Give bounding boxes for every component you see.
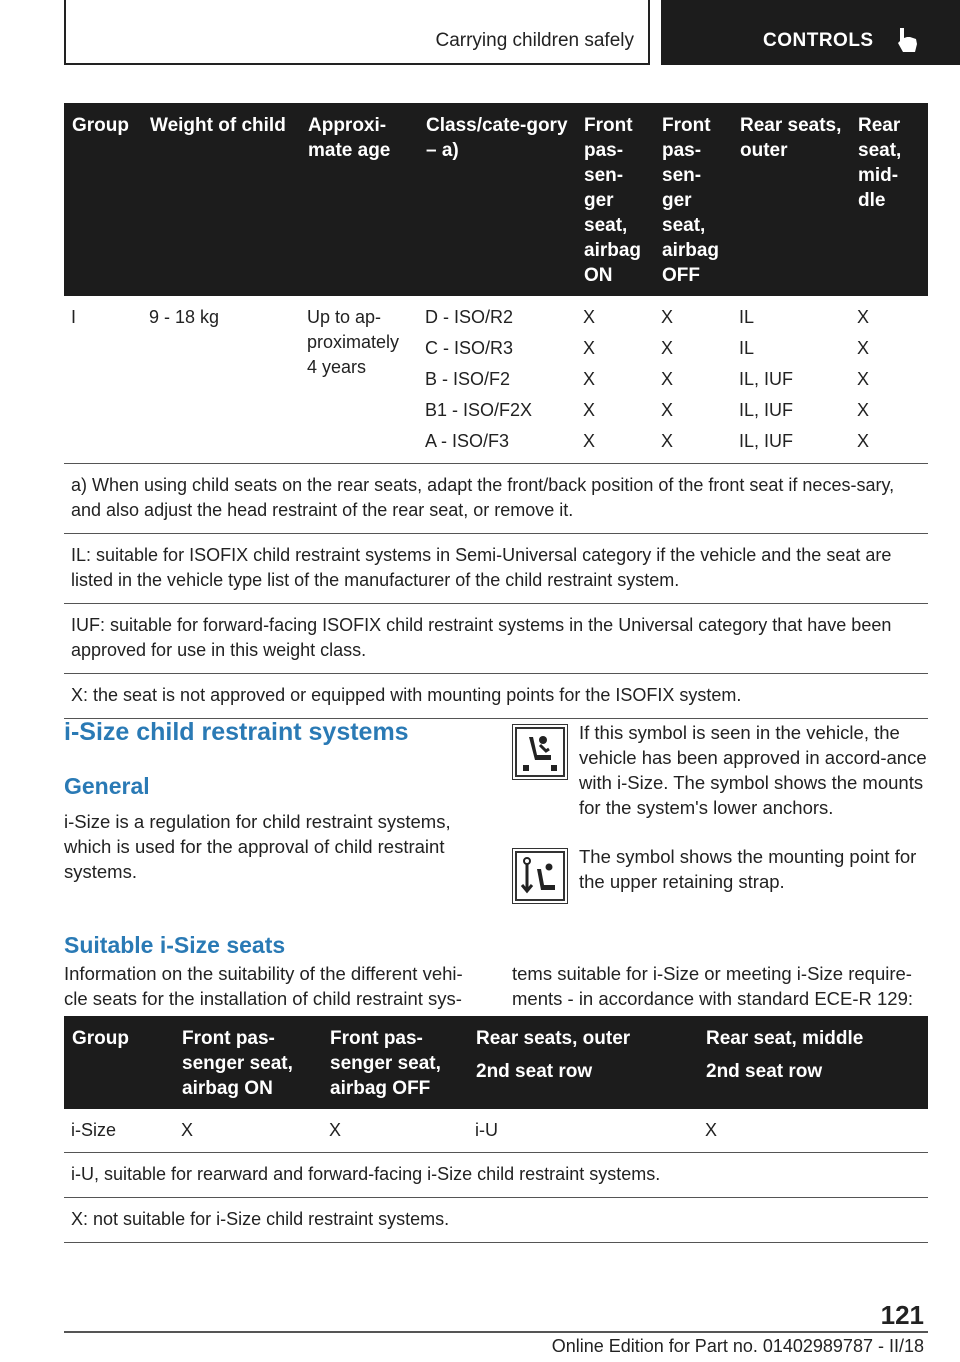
edition-text: Online Edition for Part no. 01402989787 - II/18: [551, 1336, 924, 1356]
page-number: 121: [880, 1300, 924, 1330]
table-header-row: [64, 1016, 928, 1109]
cell-classes: [418, 296, 576, 464]
col-header: Class/cate-gory – a): [418, 103, 576, 296]
value-item: X: [583, 431, 596, 451]
value-item: X: [583, 400, 596, 420]
class-item: D - ISO/R2: [425, 307, 514, 327]
col-header: Weight of child: [142, 103, 300, 296]
table-note: i-U, suitable for rearward and forward-facing i-Size child restraint systems.: [64, 1153, 928, 1198]
subsection-heading: General: [64, 773, 150, 799]
isofix-table: [64, 103, 928, 719]
col-header: Front pas-senger seat, airbag ON: [174, 1016, 322, 1109]
cell-weight: 9 - 18 kg: [149, 307, 220, 327]
general-text: i-Size is a regulation for child restraint systems, which is used for the approval of child restraint systems.: [64, 811, 451, 882]
table-note-row: [64, 1198, 928, 1243]
table-note: X: the seat is not approved or equipped with mounting points for the ISOFIX system.: [64, 674, 928, 719]
col-header: Group: [64, 103, 142, 296]
cell-front-off: [654, 296, 732, 464]
col-header: Group: [64, 1016, 174, 1109]
footer-rule: [64, 1331, 928, 1333]
table-note-row: [64, 534, 928, 604]
value-item: X: [583, 338, 596, 358]
class-item: B1 - ISO/F2X: [425, 400, 533, 420]
col-header: [698, 1016, 928, 1109]
table-note: X: not suitable for i-Size child restraint systems.: [64, 1198, 928, 1243]
cell-front-off: X: [329, 1120, 342, 1140]
section-heading: i-Size child restraint systems: [64, 718, 409, 746]
cell-age: Up to ap-proximately 4 years: [307, 307, 400, 377]
col-header: Front pas-senger seat, airbag OFF: [322, 1016, 468, 1109]
chapter-tab-label: CONTROLS: [763, 30, 874, 51]
col-header: Rear seat, mid-dle: [850, 103, 928, 296]
cell-rear-middle: [850, 296, 928, 464]
class-item: C - ISO/R3: [425, 338, 514, 358]
value-item: X: [857, 307, 870, 327]
header-divider: [648, 0, 650, 65]
suitable-text-left: Information on the suitability of the different vehi-cle seats for the installation of child restraint sys-: [64, 963, 463, 1009]
isize-seat-icon: [512, 724, 568, 780]
class-item: A - ISO/F3: [425, 431, 510, 451]
isize-table: [64, 1016, 928, 1243]
chapter-tab[interactable]: [661, 0, 960, 65]
table-row: [64, 1109, 928, 1153]
col-header-title: Rear seat, middle: [706, 1028, 864, 1049]
value-item: X: [583, 307, 596, 327]
cell-group: i-Size: [71, 1120, 117, 1140]
cell-rear-outer: i-U: [475, 1120, 498, 1140]
col-header: Rear seats, outer: [732, 103, 850, 296]
symbol2-text: The symbol shows the mounting point for the upper retaining strap.: [579, 846, 917, 892]
col-header-title: Rear seats, outer: [476, 1028, 631, 1049]
value-item: IL: [739, 307, 755, 327]
value-item: IL, IUF: [739, 431, 794, 451]
cell-front-on: X: [181, 1120, 194, 1140]
subsection-heading: Suitable i-Size seats: [64, 932, 286, 958]
value-item: X: [661, 338, 674, 358]
value-item: X: [661, 400, 674, 420]
table-note: a) When using child seats on the rear seats, adapt the front/back position of the front seat if neces-sary, and also adjust the head restraint of the rear seat, or remove it.: [64, 464, 928, 534]
value-item: X: [857, 400, 870, 420]
value-item: X: [661, 307, 674, 327]
value-item: X: [583, 369, 596, 389]
cell-front-on: [576, 296, 654, 464]
header-bottom-rule: [64, 63, 650, 65]
value-item: X: [857, 338, 870, 358]
col-header: Approxi-mate age: [300, 103, 418, 296]
table-note: IL: suitable for ISOFIX child restraint systems in Semi-Universal category if the vehicle and the seat are listed in the vehicle type list of the manufacturer of the child restraint system.: [64, 534, 928, 604]
table-note-row: [64, 464, 928, 534]
table-note-row: [64, 604, 928, 674]
pointing-hand-icon: [895, 26, 921, 54]
value-item: X: [857, 369, 870, 389]
value-item: X: [661, 369, 674, 389]
value-item: IL: [739, 338, 755, 358]
col-header: [468, 1016, 698, 1109]
col-header-sub: 2nd seat row: [476, 1061, 593, 1082]
table-header-row: [64, 103, 928, 296]
table-row: [64, 296, 928, 464]
col-header: Front pas-sen-ger seat, airbag ON: [576, 103, 654, 296]
symbol1-text: If this symbol is seen in the vehicle, the vehicle has been approved in accord-ance with i-Size. The symbol shows the mounts for the system's lower anchors.: [579, 722, 927, 818]
value-item: X: [661, 431, 674, 451]
col-header: Front pas-sen-ger seat, airbag OFF: [654, 103, 732, 296]
table-note-row: [64, 1153, 928, 1198]
cell-rear-outer: [732, 296, 850, 464]
table-note: IUF: suitable for forward-facing ISOFIX child restraint systems in the Universal category that have been approved for use in this weight class.: [64, 604, 928, 674]
top-tether-icon: [512, 848, 568, 904]
class-item: B - ISO/F2: [425, 369, 511, 389]
value-item: X: [857, 431, 870, 451]
table-note-row: [64, 674, 928, 719]
value-item: IL, IUF: [739, 400, 794, 420]
cell-rear-middle: X: [705, 1120, 718, 1140]
cell-group: I: [71, 307, 77, 327]
col-header-sub: 2nd seat row: [706, 1061, 823, 1082]
header-left-rule: [64, 0, 66, 64]
section-title: Carrying children safely: [435, 30, 634, 51]
suitable-text-right: tems suitable for i-Size or meeting i-Size require-ments - in accordance with standard ECE-R 129:: [512, 963, 914, 1009]
value-item: IL, IUF: [739, 369, 794, 389]
